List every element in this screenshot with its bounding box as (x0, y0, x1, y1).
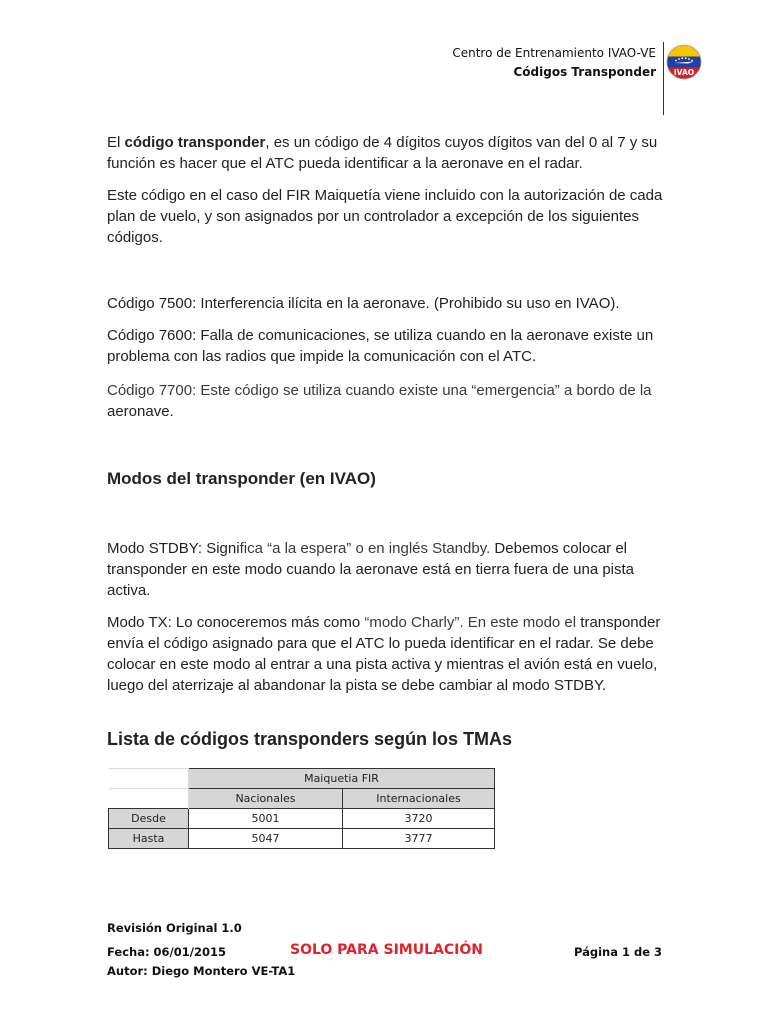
table-group-header: Maiquetia FIR (189, 769, 495, 789)
code-7500: Código 7500: Interferencia ilícita en la aeronave. (Prohibido su uso en IVAO). (107, 295, 620, 312)
cell-hasta-nacionales: 5047 (189, 829, 343, 849)
cell-desde-nacionales: 5001 (189, 809, 343, 829)
code-7700 (107, 380, 667, 422)
modes-heading: Modos del transponder (en IVAO) (107, 469, 376, 488)
code-7700-line1: Código 7700: Este código se utiliza cuando existe una “emergencia” a bordo de la (107, 382, 652, 399)
footer-date: Fecha: 06/01/2015 (107, 945, 226, 959)
mode-stdby-start: Modo STDBY: Signi (107, 540, 240, 557)
cell-desde-internacionales: 3720 (343, 809, 495, 829)
mode-stdby (107, 538, 667, 601)
column-header-internacionales: Internacionales (343, 789, 495, 809)
header-subtitle: Códigos Transponder (513, 65, 656, 79)
page-header (452, 44, 656, 82)
table-corner-cell (109, 789, 189, 809)
intro-rest: , es un código de 4 dígitos cuyos dígitos van del 0 al 7 y su función es hacer que el ATC pueda identificar a la aeronave en el radar. (107, 134, 658, 172)
table-corner-cell (109, 769, 189, 789)
fir-paragraph: Este código en el caso del FIR Maiquetía viene incluido con la autorización de cada plan de vuelo, y son asignados por un controlador a excepción de los siguientes códigos. (107, 187, 663, 246)
logo-label: IVAO (673, 68, 695, 77)
cell-hasta-internacionales: 3777 (343, 829, 495, 849)
mode-tx-charly: “modo Charly”. En este modo el (364, 614, 577, 631)
header-divider (663, 42, 664, 115)
row-label-hasta: Hasta (109, 829, 189, 849)
intro-prefix: El (107, 134, 125, 151)
ivao-ve-logo (666, 44, 702, 80)
intro-paragraph (107, 132, 667, 174)
page-number: Página 1 de 3 (573, 945, 662, 959)
footer-revision: Revisión Original 1.0 (107, 921, 242, 935)
table-row (109, 829, 495, 849)
column-header-nacionales: Nacionales (189, 789, 343, 809)
codes-table (108, 768, 495, 849)
code-7600: Código 7600: Falla de comunicaciones, se utiliza cuando en la aeronave existe un problema con las radios que impide la comunicación con el ATC. (107, 327, 654, 365)
row-label-desde: Desde (109, 809, 189, 829)
intro-term: código transponder (124, 134, 266, 151)
footer-author: Autor: Diego Montero VE-TA1 (107, 964, 296, 978)
code-7700-line2: aeronave. (107, 403, 174, 420)
list-heading: Lista de códigos transponders según los TMAs (107, 729, 513, 749)
simulation-notice: SOLO PARA SIMULACIÓN (290, 942, 483, 958)
mode-tx-rest: transponder envía el código asignado para que el ATC lo pueda identificar en el radar. Se debe colocar en este modo al entrar a una pista activa y mientras el avión está en vuelo, luego del aterrizaje al abandonar la pista se debe cambiar al modo STDBY. (107, 614, 661, 694)
mode-stdby-rest: Debemos colocar el transponder en este modo cuando la aeronave está en tierra fuera de una pista activa. (107, 540, 635, 599)
mode-tx (107, 612, 667, 696)
mode-tx-start: Modo TX: Lo conoceremos más como (107, 614, 365, 631)
table-row (109, 809, 495, 829)
table-header-row (109, 789, 495, 809)
mode-stdby-meaning: fica “a la espera” o en inglés Standby. (239, 540, 491, 557)
table-group-row (109, 769, 495, 789)
header-title: Centro de Entrenamiento IVAO-VE (452, 46, 656, 60)
